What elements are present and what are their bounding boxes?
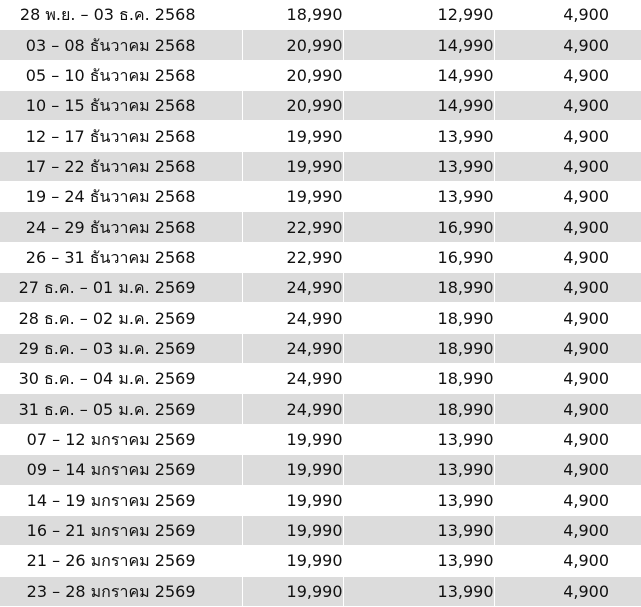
date-range-cell: 31 ธ.ค. – 05 ม.ค. 2569	[0, 394, 242, 424]
table-row	[0, 546, 641, 576]
price-b-cell: 16,990	[343, 242, 494, 272]
price-b-cell: 18,990	[343, 273, 494, 303]
price-a-cell: 19,990	[242, 182, 343, 212]
date-range-cell: 05 – 10 ธันวาคม 2568	[0, 60, 242, 90]
date-range-cell: 07 – 12 มกราคม 2569	[0, 424, 242, 454]
price-a-cell: 19,990	[242, 515, 343, 545]
table-row	[0, 182, 641, 212]
price-a-cell: 24,990	[242, 333, 343, 363]
table-row	[0, 394, 641, 424]
price-b-cell: 13,990	[343, 455, 494, 485]
price-a-cell: 20,990	[242, 60, 343, 90]
table-row	[0, 121, 641, 151]
price-c-cell: 4,900	[494, 91, 641, 121]
table-row	[0, 91, 641, 121]
price-b-cell: 18,990	[343, 394, 494, 424]
price-a-cell: 24,990	[242, 273, 343, 303]
price-c-cell: 4,900	[494, 30, 641, 60]
price-a-cell: 24,990	[242, 303, 343, 333]
date-range-cell: 10 – 15 ธันวาคม 2568	[0, 91, 242, 121]
price-a-cell: 19,990	[242, 485, 343, 515]
price-c-cell: 4,900	[494, 394, 641, 424]
price-c-cell: 4,900	[494, 273, 641, 303]
table-row	[0, 151, 641, 181]
price-c-cell: 4,900	[494, 242, 641, 272]
date-range-cell: 09 – 14 มกราคม 2569	[0, 455, 242, 485]
table-row	[0, 424, 641, 454]
table-row	[0, 485, 641, 515]
date-range-cell: 03 – 08 ธันวาคม 2568	[0, 30, 242, 60]
date-range-cell: 23 – 28 มกราคม 2569	[0, 576, 242, 606]
price-c-cell: 4,900	[494, 121, 641, 151]
price-c-cell: 4,900	[494, 60, 641, 90]
date-range-cell: 17 – 22 ธันวาคม 2568	[0, 151, 242, 181]
table-row	[0, 242, 641, 272]
price-a-cell: 19,990	[242, 546, 343, 576]
price-b-cell: 14,990	[343, 91, 494, 121]
date-range-cell: 28 ธ.ค. – 02 ม.ค. 2569	[0, 303, 242, 333]
price-b-cell: 14,990	[343, 60, 494, 90]
price-b-cell: 16,990	[343, 212, 494, 242]
price-b-cell: 13,990	[343, 182, 494, 212]
date-range-cell: 29 ธ.ค. – 03 ม.ค. 2569	[0, 333, 242, 363]
date-range-cell: 19 – 24 ธันวาคม 2568	[0, 182, 242, 212]
price-c-cell: 4,900	[494, 0, 641, 30]
date-range-cell: 24 – 29 ธันวาคม 2568	[0, 212, 242, 242]
price-b-cell: 14,990	[343, 30, 494, 60]
price-b-cell: 13,990	[343, 151, 494, 181]
price-a-cell: 19,990	[242, 576, 343, 606]
price-b-cell: 13,990	[343, 121, 494, 151]
price-b-cell: 12,990	[343, 0, 494, 30]
price-c-cell: 4,900	[494, 424, 641, 454]
price-a-cell: 24,990	[242, 394, 343, 424]
price-a-cell: 19,990	[242, 121, 343, 151]
table-row	[0, 273, 641, 303]
price-a-cell: 20,990	[242, 30, 343, 60]
price-a-cell: 20,990	[242, 91, 343, 121]
price-c-cell: 4,900	[494, 515, 641, 545]
price-c-cell: 4,900	[494, 212, 641, 242]
date-range-cell: 26 – 31 ธันวาคม 2568	[0, 242, 242, 272]
price-b-cell: 13,990	[343, 485, 494, 515]
price-b-cell: 13,990	[343, 424, 494, 454]
price-a-cell: 19,990	[242, 455, 343, 485]
price-c-cell: 4,900	[494, 303, 641, 333]
price-b-cell: 13,990	[343, 576, 494, 606]
price-b-cell: 13,990	[343, 546, 494, 576]
table-row	[0, 303, 641, 333]
table-row	[0, 212, 641, 242]
table-row	[0, 515, 641, 545]
price-b-cell: 18,990	[343, 364, 494, 394]
price-c-cell: 4,900	[494, 485, 641, 515]
price-c-cell: 4,900	[494, 151, 641, 181]
price-c-cell: 4,900	[494, 576, 641, 606]
table-row	[0, 60, 641, 90]
date-range-cell: 27 ธ.ค. – 01 ม.ค. 2569	[0, 273, 242, 303]
table-row	[0, 0, 641, 30]
table-row	[0, 576, 641, 606]
date-range-cell: 28 พ.ย. – 03 ธ.ค. 2568	[0, 0, 242, 30]
table-row	[0, 455, 641, 485]
date-range-cell: 12 – 17 ธันวาคม 2568	[0, 121, 242, 151]
price-c-cell: 4,900	[494, 333, 641, 363]
price-a-cell: 24,990	[242, 364, 343, 394]
price-a-cell: 19,990	[242, 424, 343, 454]
table-row	[0, 364, 641, 394]
date-range-cell: 30 ธ.ค. – 04 ม.ค. 2569	[0, 364, 242, 394]
price-b-cell: 18,990	[343, 303, 494, 333]
price-a-cell: 22,990	[242, 242, 343, 272]
price-c-cell: 4,900	[494, 455, 641, 485]
price-b-cell: 18,990	[343, 333, 494, 363]
date-range-cell: 16 – 21 มกราคม 2569	[0, 515, 242, 545]
price-a-cell: 18,990	[242, 0, 343, 30]
price-c-cell: 4,900	[494, 182, 641, 212]
date-range-cell: 14 – 19 มกราคม 2569	[0, 485, 242, 515]
price-b-cell: 13,990	[343, 515, 494, 545]
date-range-cell: 21 – 26 มกราคม 2569	[0, 546, 242, 576]
price-a-cell: 22,990	[242, 212, 343, 242]
price-c-cell: 4,900	[494, 546, 641, 576]
table-row	[0, 333, 641, 363]
price-a-cell: 19,990	[242, 151, 343, 181]
price-c-cell: 4,900	[494, 364, 641, 394]
table-row	[0, 30, 641, 60]
